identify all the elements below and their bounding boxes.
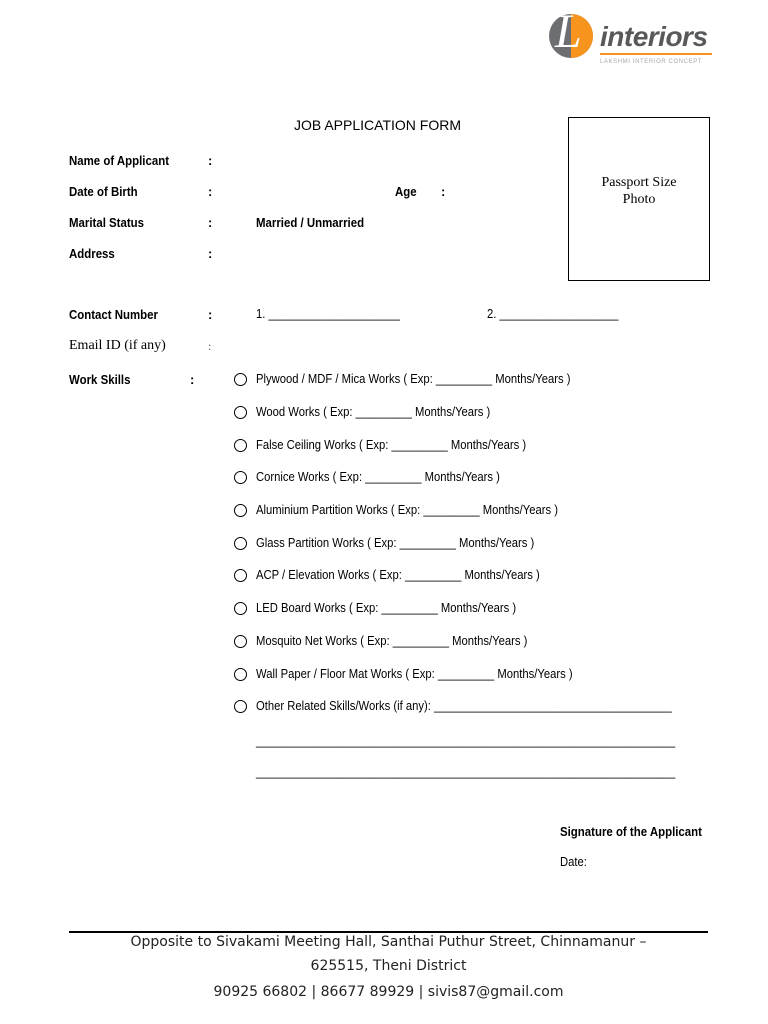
logo-mark-icon [549, 14, 593, 58]
skill-item: Mosquito Net Works ( Exp: _________ Months/Years ) [256, 634, 528, 648]
contact-2-field[interactable]: 2. ___________________ [487, 307, 619, 321]
skill-item: Plywood / MDF / Mica Works ( Exp: _________ Months/Years ) [256, 372, 571, 386]
skill-item: ACP / Elevation Works ( Exp: _________ Months/Years ) [256, 568, 540, 582]
marital-colon: : [208, 215, 213, 230]
footer-address-line2: 625515, Theni District [310, 958, 467, 974]
skill-item: Cornice Works ( Exp: _________ Months/Years ) [256, 470, 500, 484]
skill-item: Glass Partition Works ( Exp: _________ Months/Years ) [256, 536, 535, 550]
skill-radio-aluminium[interactable] [234, 504, 247, 517]
skill-radio-plywood[interactable] [234, 373, 247, 386]
date-label: Date: [560, 855, 587, 869]
footer-contact: 90925 66802 | 86677 89929 | sivis87@gmail.com [213, 984, 564, 1000]
logo-tagline: LAKSHMI INTERIOR CONCEPT [600, 59, 703, 65]
email-label: Email ID (if any) [69, 338, 166, 353]
contact-1-field[interactable]: 1. _____________________ [256, 307, 400, 321]
marital-label: Marital Status [69, 215, 145, 230]
skill-item: False Ceiling Works ( Exp: _________ Months/Years ) [256, 438, 527, 452]
signature-label: Signature of the Applicant [560, 824, 702, 839]
contact-colon: : [208, 307, 213, 322]
skill-radio-mosquito[interactable] [234, 635, 247, 648]
skills-colon: : [190, 372, 195, 387]
address-label: Address [69, 246, 115, 261]
passport-photo-box [568, 117, 710, 281]
skill-radio-wallpaper[interactable] [234, 668, 247, 681]
skill-radio-other[interactable] [234, 700, 247, 713]
skill-item: Wood Works ( Exp: _________ Months/Years ) [256, 405, 491, 419]
skill-item: Wall Paper / Floor Mat Works ( Exp: _________ Months/Years ) [256, 667, 573, 681]
dob-colon: : [208, 184, 213, 199]
extra-line[interactable]: ___________________________________________________________________ [256, 734, 676, 748]
name-label: Name of Applicant [69, 153, 170, 168]
skill-radio-glass[interactable] [234, 537, 247, 550]
skill-radio-led[interactable] [234, 602, 247, 615]
footer-divider [69, 931, 708, 933]
skill-item: LED Board Works ( Exp: _________ Months/Years ) [256, 601, 517, 615]
logo-letter: L [555, 14, 582, 58]
logo-wordmark: interiors [600, 21, 708, 52]
skill-radio-acp[interactable] [234, 569, 247, 582]
form-title: JOB APPLICATION FORM [294, 117, 461, 133]
address-colon: : [208, 246, 213, 261]
skill-item[interactable]: Other Related Skills/Works (if any): ______________________________________ [256, 699, 672, 713]
skill-radio-wood[interactable] [234, 406, 247, 419]
footer-address-line1: Opposite to Sivakami Meeting Hall, Santhai Puthur Street, Chinnamanur – [130, 934, 647, 950]
passport-photo-label: Passport Size Photo [601, 175, 677, 207]
contact-label: Contact Number [69, 307, 158, 322]
logo-underline [600, 53, 712, 55]
marital-value: Married / Unmarried [256, 215, 365, 230]
skill-radio-cornice[interactable] [234, 471, 247, 484]
age-label: Age [395, 184, 417, 199]
email-colon: : [208, 339, 212, 353]
skills-label: Work Skills [69, 372, 131, 387]
skill-radio-false-ceiling[interactable] [234, 439, 247, 452]
skill-item: Aluminium Partition Works ( Exp: _________ Months/Years ) [256, 503, 559, 517]
dob-label: Date of Birth [69, 184, 138, 199]
extra-line[interactable]: ___________________________________________________________________ [256, 765, 676, 779]
age-colon: : [441, 184, 446, 199]
name-colon: : [208, 153, 213, 168]
